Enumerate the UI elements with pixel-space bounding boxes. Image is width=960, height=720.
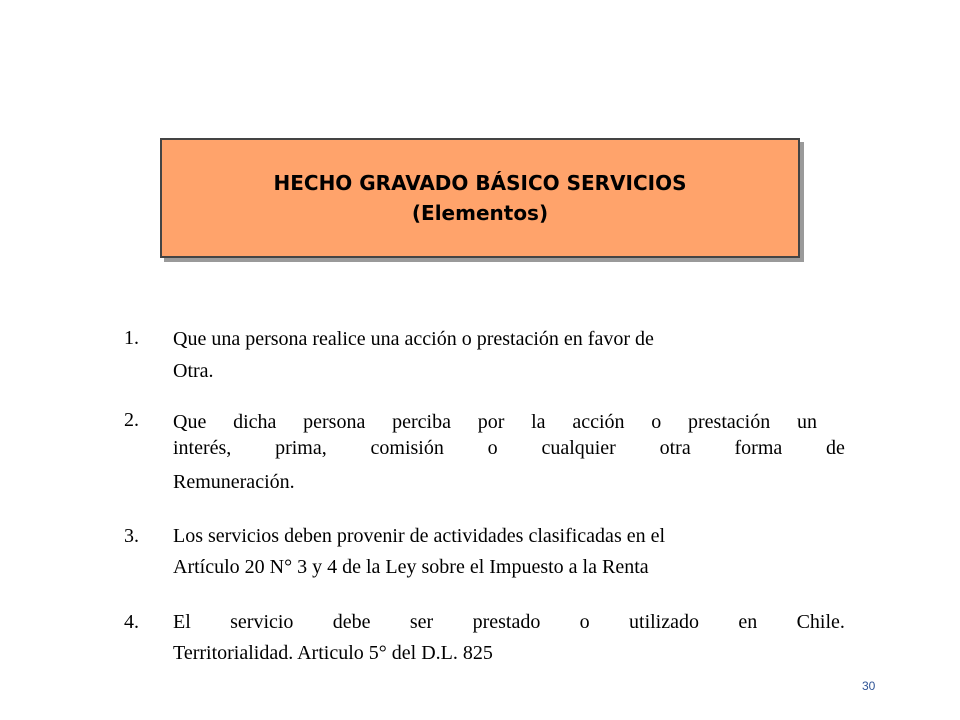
item-2-line-1-word: perciba (392, 411, 451, 433)
item-2-line-2-word: forma (734, 437, 783, 459)
item-2-number: 2. (124, 409, 139, 431)
item-2-line-1-word: persona (303, 411, 366, 433)
item-2-line-2-word: comisión (370, 437, 444, 459)
item-2-line-1-word: por (477, 411, 505, 433)
item-4-line-1-word: debe (332, 611, 371, 633)
item-4-line-1-word: Chile. (796, 611, 845, 633)
item-2-line-2-word: o (487, 437, 498, 459)
item-4-number: 4. (124, 611, 139, 633)
item-2-line-1-word: dicha (233, 411, 277, 433)
item-2-line-1-word: prestación (688, 411, 771, 433)
item-4-line-1-word: utilizado (629, 611, 699, 633)
item-4-line-1-word: servicio (230, 611, 294, 633)
item-3-line-2: Artículo 20 N° 3 y 4 de la Ley sobre el Impuesto a la Renta (173, 556, 649, 578)
item-4-line-1-word: El (173, 611, 191, 633)
item-4-line-2: Territorialidad. Articulo 5° del D.L. 825 (173, 642, 493, 664)
title-line-1: HECHO GRAVADO BÁSICO SERVICIOS (273, 171, 687, 195)
item-4-line-1-word: ser (409, 611, 434, 633)
item-1-line-1: Que una persona realice una acción o prestación en favor de (173, 328, 654, 350)
item-4-line-1-word: o (579, 611, 590, 633)
item-1-number: 1. (124, 327, 139, 349)
title-box (160, 138, 800, 258)
item-2-line-1-word: o (651, 411, 662, 433)
item-4-line-1-word: en (738, 611, 758, 633)
item-4-line-1-word: prestado (472, 611, 541, 633)
item-2-line-2 (173, 436, 845, 460)
item-2-line-2-word: de (826, 437, 845, 459)
item-2-line-1-word: acción (572, 411, 625, 433)
item-2-line-2-word: interés, (173, 437, 232, 459)
item-2-line-2-word: cualquier (541, 437, 616, 459)
item-2-line-3: Remuneración. (173, 471, 295, 493)
item-2-line-1-word: Que (173, 411, 207, 433)
item-2-line-1-word: un (796, 411, 817, 433)
item-2-line-2-word: otra (659, 437, 691, 459)
item-2-line-2-word: prima, (275, 437, 327, 459)
title-line-2: (Elementos) (411, 201, 549, 225)
item-2-line-1 (173, 410, 817, 434)
item-2-line-1-word: la (531, 411, 546, 433)
page-number: 30 (862, 679, 876, 693)
item-3-number: 3. (124, 525, 139, 547)
item-1-line-2: Otra. (173, 360, 214, 382)
item-3-line-1: Los servicios deben provenir de actividades clasificadas en el (173, 525, 666, 547)
item-4-line-1 (173, 610, 845, 634)
